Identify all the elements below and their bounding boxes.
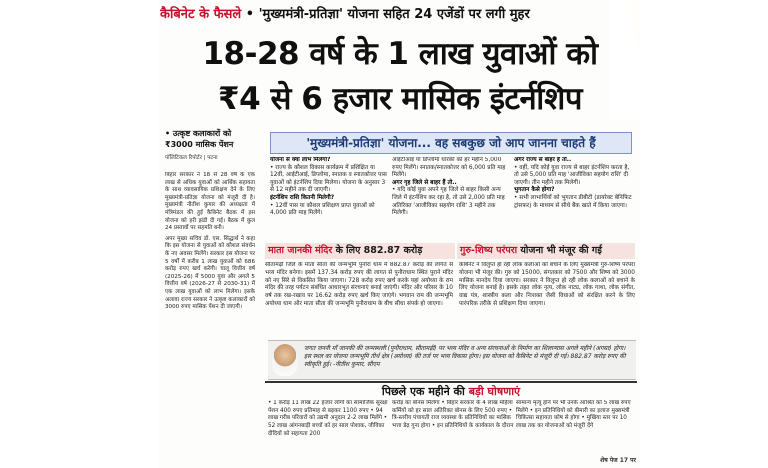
byline: पॉलिटिकल रिपोर्टर | पटना [165, 155, 218, 161]
qa3-question-2: भुगतान कैसे होगा? [514, 187, 555, 194]
sidebar-title: • उत्कृष्ट कलाकारों को ₹3000 मासिक पेंशन [165, 129, 234, 149]
mata-janki-body: सीतामढ़ी जिले के माता सीता की जन्मभूमि पुनौरा धाम में 882.87 करोड़ की लागत से भव्य मंदिर बनेगा। इसमें 137.34 करोड़ रुपए की लागत से पुनौराधाम स्थित पुराने मंदिर को नए सिरे से विकसित किया जाएगा। 728 करोड़ रुपए खर्च करके यहां अयोध्या के राम मंदिर की तरह पर्यटन संबंधित आधारभूत संरचनाएं बनाई जाएंगी। मंदिर और परिसर के 10 वर्ष तक रख-रखाव पर 16.62 करोड़ रुपए खर्च किए जाएंगे। भगवान राम की जन्मभूमि अयोध्या धाम और माता सीता की जन्मभूमि पुनौराधाम के बीच सीधा संपर्क हो जाएगा। [265, 262, 453, 307]
last-month-heading [265, 381, 637, 399]
qa1-question-2: इंटर्नशिप राशि कितनी मिलेगी? [270, 194, 335, 201]
headline-line-2: ₹4 से 6 हजार मासिक इंटर्नशिप [218, 81, 582, 117]
left-margin [0, 0, 158, 468]
cm-avatar [272, 344, 298, 376]
mata-janki-heading [265, 243, 455, 259]
kicker-label: कैबिनेट के फैसले [160, 7, 242, 22]
right-margin [640, 0, 768, 468]
qa3-answer: • वहीं, यदि कोई युवा राज्य से बाहर इंटर्नशिप करता है, तो उसे 5,000 प्रति माह 'आजीविका सहयोग राशि' दी जाएगी। तीन महीने तक मिलेगी। [514, 164, 630, 186]
last-month-col-2: करोड़ का बोनस मिलेगा • बिहार सरकार के 4 लाख महिला कर्मियों को हर साल अतिरिक्त बोनस के लिए 500 रुपए • त्रि-स्तरीय पंचायती राज व्यवस्था के प्रतिनिधियों का मासिक भत्ता डेढ़ गुना होगा • इन प्रतिनिधियों के कार्यकाल के दौरान [392, 400, 514, 430]
cm-quote-text: जगत जननी माँ जानकी की जन्मस्थली (पुनौराधाम, सीतामढ़ी) पर भव्य मंदिर व अन्य संरचनाओं के निर्माण का शिलान्यास अगले महीने (अगस्त) होगा। इस स्थल का योजना जन्मभूमि तीर्थ क्षेत्र (अयोध्या) की तर्ज पर भव्य विकास होगा। इस योजना को कैबिनेट से मंजूरी दी गई। 882.87 करोड़ रुपए की स्वीकृति हुई। -नीतीश कुमार, सीएम [304, 345, 626, 368]
kicker-text: • 'मुख्यमंत्री-प्रतिज्ञा' योजना सहित 24 एजेंडों पर लगी मुहर [245, 7, 530, 22]
qa3-question: अगर राज्य से बाहर हैं तो.. [514, 157, 572, 163]
qa-column-1 [270, 157, 388, 237]
guru-heading-rest: योजना भी मंजूर की गई [520, 245, 602, 256]
sidebar-pension [165, 128, 253, 164]
continued-label: शेष पेज 17 पर [600, 457, 636, 464]
qa1-answer: • राज्य के कौशल विकास कार्यक्रम में प्रशिक्षित या 12वीं, आईटीआई, डिप्लोमा, स्नातक व स्नातकोत्तर पास युवाओं को इंटर्नशिप दिया मिलेगा। योजना के अनुसार 3 से 12 महीने तक दी जाएगी। [270, 164, 387, 194]
qa2-answer: आईटीआई या डिप्लोमा धारकों को हर महीने 5,000 रुपए मिलेंगे। स्नातक/स्नातकोत्तर को 6,000 प्रति माह मिलेंगे। [392, 157, 506, 179]
qa2-question: अगर गृह जिले से बाहर हैं तो.. [392, 179, 457, 186]
guru-heading-highlight: गुरु-शिष्य परंपरा [460, 245, 518, 256]
guru-shishya-body: कैबिनेट ने विलुप्त हो रही लोक कलाओं को बचाने के लिए मुख्यमंत्री गुरु-शिष्य परंपरा योजना भी मंजूर की। गुरु को 15000, संगतकार को 7500 और शिष्य को 3000 मासिक मानदेय दिया जाएगा। सरकार ने विलुप्त हो रही लोक कलाओं को बचाने के लिए योजना बनाई है। इसके तहत लोक नृत्य, लोक नाट्य, लोक गाथा, लोक संगीत, वाद्य यंत्र, शास्त्रीय कला और निःशक्त जैसी विधाओं को संरक्षित करने के लिए पारंपरिक तरीके से प्रशिक्षण दिया जाएगा। [459, 262, 635, 307]
mata-heading-highlight: माता जानकी मंदिर [268, 245, 333, 256]
kicker-headline [160, 2, 630, 28]
yojana-banner: 'मुख्यमंत्री-प्रतिज्ञा' योजना... वह सबकुछ जो आप जानना चाहते हैं [270, 132, 632, 154]
guru-shishya-heading [457, 243, 635, 259]
last-month-col-3: सामान्य मृत्यु होने पर भी उनके आश्रित को 5 लाख रुपए मिलेंगे • इन प्रतिनिधियों को बीमारी का इलाज मुख्यमंत्री चिकित्सा सहायता कोष से होगा • मुखिया स्तर पर 10 लाख तक का योजनाओं को मंजूरी देंगे [516, 400, 631, 430]
qa-column-2 [392, 157, 510, 237]
qa3-answer-2: • सभी लाभार्थियों को भुगतान डीबीटी (डायरेक्ट बेनिफिट ट्रांसफर) के माध्यम से सीधे बैंक खाते में किया जाएगा। [514, 194, 632, 209]
qa1-question: योजना से क्या लाभ मिलेगा? [270, 157, 331, 163]
qa2-answer-2: • यदि कोई युवा अपने गृह जिले से बाहर किसी अन्य जिले में इंटर्नशिप कर रहा है, तो उसे 2,000 प्रति माह अतिरिक्त 'आजीविका सहयोग राशि' 3 महीने तक मिलेगी। [392, 187, 505, 217]
left-para-1: बिहार सरकार ने 18 से 28 वर्ष के एक लाख से अधिक युवाओं को आर्थिक सहायता के साथ व्यावसायिक प्रशिक्षण देने के लिए मुख्यमंत्री-प्रतिज्ञा योजना को मंजूरी दी है। मुख्यमंत्री नीतीश कुमार की अध्यक्षता में मंत्रिमंडल की हुई कैबिनेट बैठक में इस योजना को हरी झंडी दी गई। बैठक में कुल 24 प्रस्तावों पर सहमति बनी। [165, 172, 255, 232]
main-headline [165, 32, 635, 122]
cm-quote-box [268, 340, 636, 380]
qa1-answer-2: • 12वीं पास या कौशल प्रशिक्षण प्राप्त युवाओं को 4,000 प्रति माह मिलेंगे। [270, 202, 375, 217]
mata-heading-rest: के लिए 882.87 करोड़ [335, 245, 423, 256]
left-column-text [165, 172, 255, 468]
last-month-col-1: • 1 करोड़ 11 लाख 22 हजार लोगों का सामाजिक सुरक्षा पेंशन 400 रुपए प्रतिमाह से बढ़कर 1100 रुपए • 94 लाख गरीब परिवारों को उद्यमी अनुदान 2-2 लाख मिलेंगे • 52 लाख आंगनबाड़ी बच्चों को हर साल पोशाक, जीविका दीदियों को सहायता 200 [268, 400, 388, 437]
last-heading-rest: पिछले एक महीने की [381, 385, 465, 398]
left-para-2: अपर मुख्य सचिव डॉ. एस. सिद्धार्थ ने कहा कि इस योजना से युवाओं को कौशल संवर्धन के नए अवसर मिलेंगे। सरकार इस योजना पर 5 वर्षों में करीब 1 लाख युवाओं को 686 करोड़ रुपए खर्च करेगी। चालू वित्तीय वर्ष (2025-26) में 5000 युवा और अगले 5 वित्तीय वर्ष (2026-27 से 2030-31) में एक लाख युवाओं को लाभ मिलेगा। इसके अलावा राज्य सरकार ने उत्कृष्ट कलाकारों को 3000 रुपए मासिक पेंशन दी जाएगी। [165, 235, 255, 311]
qa-column-3 [514, 157, 632, 237]
headline-line-1: 18-28 वर्ष के 1 लाख युवाओं को [202, 36, 598, 72]
last-heading-highlight: बड़ी घोषणाएं [468, 385, 521, 398]
